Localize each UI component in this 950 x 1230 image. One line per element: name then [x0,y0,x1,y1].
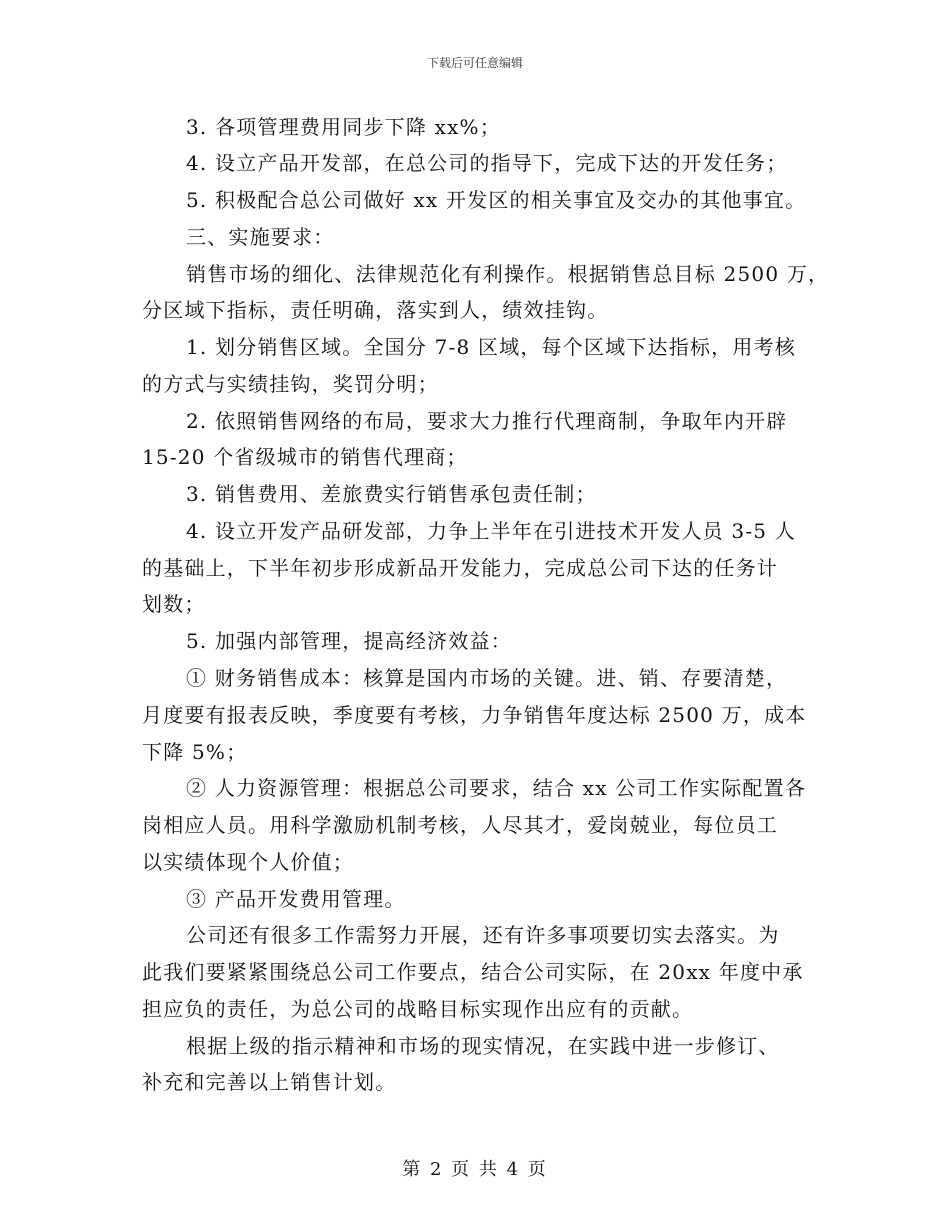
paragraph-line: 销售市场的细化、法律规范化有利操作。根据销售总目标 2500 万， [186,262,830,286]
paragraph-line: 担应负的责任，为总公司的战略目标实现作出应有的贡献。 [142,997,694,1021]
paragraph-line: 分区域下指标，责任明确，落实到人，绩效挂钩。 [142,298,609,322]
paragraph-line: 4. 设立开发产品研发部，力争上半年在引进技术开发人员 3-5 人 [186,519,796,543]
paragraph-line: 4. 设立产品开发部，在总公司的指导下，完成下达的开发任务； [186,151,788,175]
paragraph-line: 5. 加强内部管理，提高经济效益： [186,629,512,653]
paragraph-line: 此我们要紧紧围绕总公司工作要点，结合公司实际，在 20xx 年度中承 [142,960,804,984]
paragraph-line: 2. 依照销售网络的布局，要求大力推行代理商制，争取年内开辟 [186,409,788,433]
paragraph-line: 3. 销售费用、差旅费实行销售承包责任制； [186,482,597,506]
paragraph-line: 月度要有报表反映，季度要有考核，力争销售年度达标 2500 万，成本 [142,703,807,727]
paragraph-line: ② 人力资源管理：根据总公司要求，结合 xx 公司工作实际配置各 [186,776,807,800]
section-heading: 三、实施要求： [186,225,335,249]
paragraph-line: 公司还有很多工作需努力开展，还有许多事项要切实去落实。为 [186,923,780,947]
paragraph-line: 补充和完善以上销售计划。 [142,1070,397,1094]
paragraph-line: 的方式与实绩挂钩，奖罚分明； [142,372,439,396]
paragraph-line: ① 财务销售成本：核算是国内市场的关键。进、销、存要清楚， [186,666,788,690]
paragraph-line: 下降 5%； [142,740,248,764]
paragraph-line: 5. 积极配合总公司做好 xx 开发区的相关事宜及交办的其他事宜。 [186,188,807,212]
paragraph-line: 3. 各项管理费用同步下降 xx%； [186,115,501,139]
paragraph-line: 1. 划分销售区域。全国分 7-8 区域，每个区域下达指标，用考核 [186,335,796,359]
page-number-footer: 第 2 页 共 4 页 [402,1159,548,1180]
paragraph-line: 划数； [142,592,206,616]
paragraph-line: 岗相应人员。用科学激励机制考核，人尽其才，爱岗兢业，每位员工 [142,813,778,837]
paragraph-line: 的基础上，下半年初步形成新品开发能力，完成总公司下达的任务计 [142,556,778,580]
paragraph-line: 以实绩体现个人价值； [142,850,354,874]
paragraph-line: 根据上级的指示精神和市场的现实情况，在实践中进一步修订、 [186,1034,780,1058]
paragraph-line: ③ 产品开发费用管理。 [186,887,406,911]
page-header: 下载后可任意编辑 [426,56,523,70]
paragraph-line: 15-20 个省级城市的销售代理商； [142,445,468,469]
